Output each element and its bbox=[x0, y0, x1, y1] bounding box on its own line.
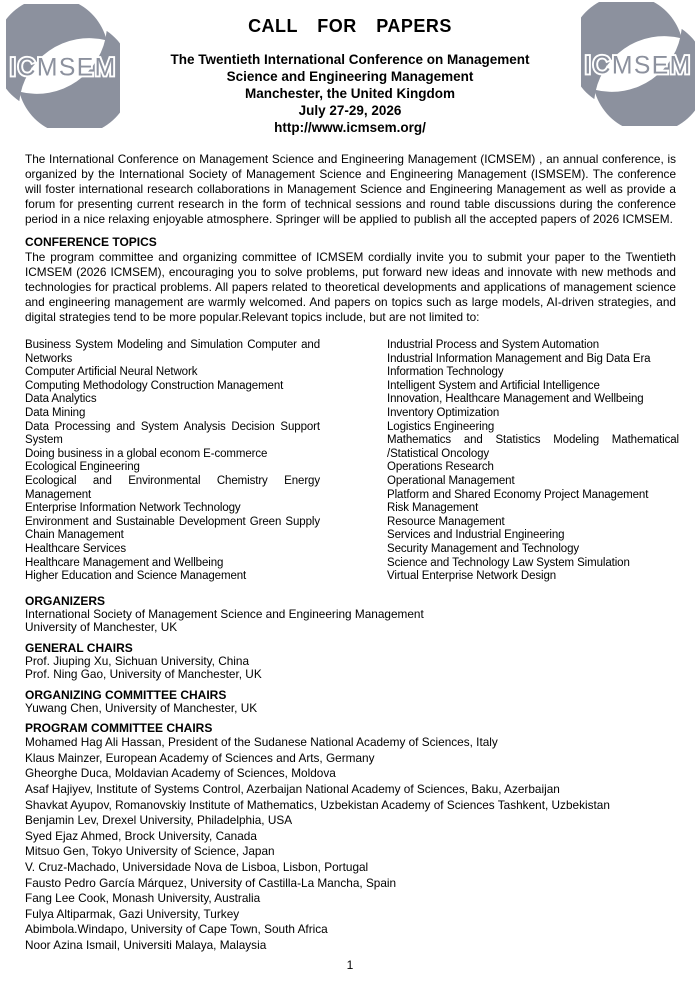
topic-item: Healthcare Management and Wellbeing bbox=[25, 556, 224, 569]
chair-item: Prof. Ning Gao, University of Manchester, UK bbox=[25, 667, 262, 682]
page-number: 1 bbox=[346, 958, 354, 972]
topics-column-left bbox=[25, 339, 320, 584]
section-program-committee-chairs bbox=[25, 719, 676, 953]
section-organizers bbox=[25, 592, 676, 635]
conference-topics-intro: The program committee and organizing committee of ICMSEM cordially invite you to submit your paper to the Twentieth ICMSEM (2026 ICMSEM), encouraging you to solve problems, put forward new ideas and innovate with new methods and technologies for practical problems. All papers related to theoretical developments and applications of management science and engineering management are warmly welcomed. And papers on topics such as large models, AI-driven strategies, and digital strategies tend to be more popular.Relevant topics include, but are not limited to: bbox=[25, 250, 676, 324]
header-subtitle-line: The Twentieth International Conference on Management bbox=[170, 52, 530, 67]
topic-item: Data Mining bbox=[25, 406, 86, 419]
topic-item: Higher Education and Science Management bbox=[25, 570, 247, 583]
topic-item: Operational Management bbox=[387, 474, 515, 487]
chair-item: Yuwang Chen, University of Manchester, UK bbox=[25, 700, 258, 715]
topic-item: Innovation, Healthcare Management and Wellbeing bbox=[387, 393, 644, 406]
header-subtitle-line: Manchester, the United Kingdom bbox=[244, 86, 456, 101]
topic-item: Industrial Process and System Automation bbox=[387, 339, 600, 351]
topic-item: Platform and Shared Economy Project Management bbox=[387, 488, 649, 501]
organizer-item: University of Manchester, UK bbox=[25, 620, 178, 635]
section-general-chairs bbox=[25, 639, 676, 682]
chair-item: Shavkat Ayupov, Romanovskiy Institute of Mathematics, Uzbekistan Academy of Sciences Tashkent, Uzbekistan bbox=[25, 797, 610, 812]
document-body bbox=[0, 152, 700, 954]
chair-item: Syed Ejaz Ahmed, Brock University, Canada bbox=[25, 828, 257, 843]
section-heading: ORGANIZERS bbox=[25, 593, 106, 608]
chair-item: Abimbola.Windapo, University of Cape Town, South Africa bbox=[25, 922, 328, 937]
chair-item: Prof. Jiuping Xu, Sichuan University, China bbox=[25, 653, 250, 668]
organizer-item: International Society of Management Science and Engineering Management bbox=[25, 606, 424, 621]
intro-paragraph: The International Conference on Management Science and Engineering Management (ICMSEM) , an annual conference, is organized by the International Society of Management Science and Engineering Management (ISMSEM). The conference will foster international research collaborations in Management Science and Engineering Management as well as provide a forum for presenting current research in the form of technical sessions and round table discussions during the conference period in a nice relaxing enjoyable atmosphere. Springer will be applied to publish all the accepted papers of 2026 ICMSEM. bbox=[25, 152, 676, 226]
chair-item: Fulya Altiparmak, Gazi University, Turkey bbox=[25, 906, 240, 921]
topic-item: Data Analytics bbox=[25, 393, 97, 406]
logo-text: ICMSEM bbox=[9, 54, 117, 82]
page-title: CALL FOR PAPERS bbox=[248, 16, 452, 36]
chair-item: Fausto Pedro García Márquez, University of Castilla-La Mancha, Spain bbox=[25, 875, 397, 890]
section-organizing-committee-chairs bbox=[25, 686, 676, 716]
topics-column-right bbox=[387, 339, 679, 584]
topic-item: Healthcare Services bbox=[25, 542, 127, 555]
topic-item: Industrial Information Management and Big Data Era bbox=[387, 352, 651, 365]
chair-item: Asaf Hajiyev, Institute of Systems Control, Azerbaijan National Academy of Sciences, Baku, Azerbaijan bbox=[25, 781, 560, 796]
topic-item: Inventory Optimization bbox=[387, 406, 500, 419]
header-subtitle-line: Science and Engineering Management bbox=[226, 69, 474, 84]
section-items bbox=[25, 655, 676, 682]
chair-item: Fang Lee Cook, Monash University, Australia bbox=[25, 891, 261, 906]
topic-item: Ecological Engineering bbox=[25, 461, 140, 474]
topic-item: Intelligent System and Artificial Intelligence bbox=[387, 379, 600, 392]
chair-item: Klaus Mainzer, European Academy of Sciences and Arts, Germany bbox=[25, 750, 375, 765]
chair-item: Noor Azina Ismail, Universiti Malaya, Malaysia bbox=[25, 937, 267, 952]
section-heading: PROGRAM COMMITTEE CHAIRS bbox=[25, 721, 213, 736]
committees-block bbox=[25, 592, 676, 954]
section-items bbox=[25, 702, 676, 716]
chair-item: Benjamin Lev, Drexel University, Philadelphia, USA bbox=[25, 813, 293, 828]
chair-item: Mohamed Hag Ali Hassan, President of the Sudanese National Academy of Sciences, Italy bbox=[25, 735, 498, 750]
header-subtitle-line: http://www.icmsem.org/ bbox=[274, 120, 426, 135]
topic-item: Data Processing and System Analysis Decision Support System bbox=[25, 420, 320, 447]
topic-item: Computing Methodology Construction Management bbox=[25, 379, 284, 392]
icmsem-logo-icon bbox=[6, 4, 120, 128]
topic-item: Logistics Engineering bbox=[387, 420, 495, 433]
topic-item: Computer Artificial Neural Network bbox=[25, 366, 198, 379]
topic-item: Science and Technology Law System Simulation bbox=[387, 556, 630, 569]
section-items bbox=[25, 735, 676, 953]
icmsem-logo-icon bbox=[581, 2, 695, 126]
topic-item: Mathematics and Statistics Modeling Mathematical /Statistical Oncology bbox=[387, 434, 679, 460]
section-heading: ORGANIZING COMMITTEE CHAIRS bbox=[25, 687, 227, 702]
logo-text: ICMSEM bbox=[584, 52, 692, 80]
topic-item: Ecological and Environmental Chemistry Energy Management bbox=[25, 474, 320, 501]
topic-item: Resource Management bbox=[387, 515, 505, 528]
section-items bbox=[25, 608, 676, 635]
topic-item: Environment and Sustainable Development Green Supply Chain Management bbox=[25, 515, 320, 542]
section-heading: GENERAL CHAIRS bbox=[25, 640, 133, 655]
topic-item: Operations Research bbox=[387, 461, 494, 474]
topic-item: Risk Management bbox=[387, 502, 479, 515]
topic-item: Virtual Enterprise Network Design bbox=[387, 570, 557, 583]
topic-item: Information Technology bbox=[387, 366, 504, 379]
conference-topics-heading: CONFERENCE TOPICS bbox=[25, 235, 157, 249]
topic-item: Doing business in a global econom E-commerce bbox=[25, 447, 268, 460]
chair-item: Gheorghe Duca, Moldavian Academy of Sciences, Moldova bbox=[25, 766, 336, 781]
topic-item: Enterprise Information Network Technology bbox=[25, 502, 241, 515]
header-subtitle-line: July 27-29, 2026 bbox=[298, 103, 402, 118]
topic-item: Security Management and Technology bbox=[387, 542, 580, 555]
topics-columns bbox=[25, 339, 679, 584]
topic-item: Business System Modeling and Simulation Computer and Networks bbox=[25, 339, 320, 365]
topic-item: Services and Industrial Engineering bbox=[387, 529, 565, 542]
chair-item: Mitsuo Gen, Tokyo University of Science, Japan bbox=[25, 844, 275, 859]
chair-item: V. Cruz-Machado, Universidade Nova de Lisboa, Lisbon, Portugal bbox=[25, 859, 369, 874]
